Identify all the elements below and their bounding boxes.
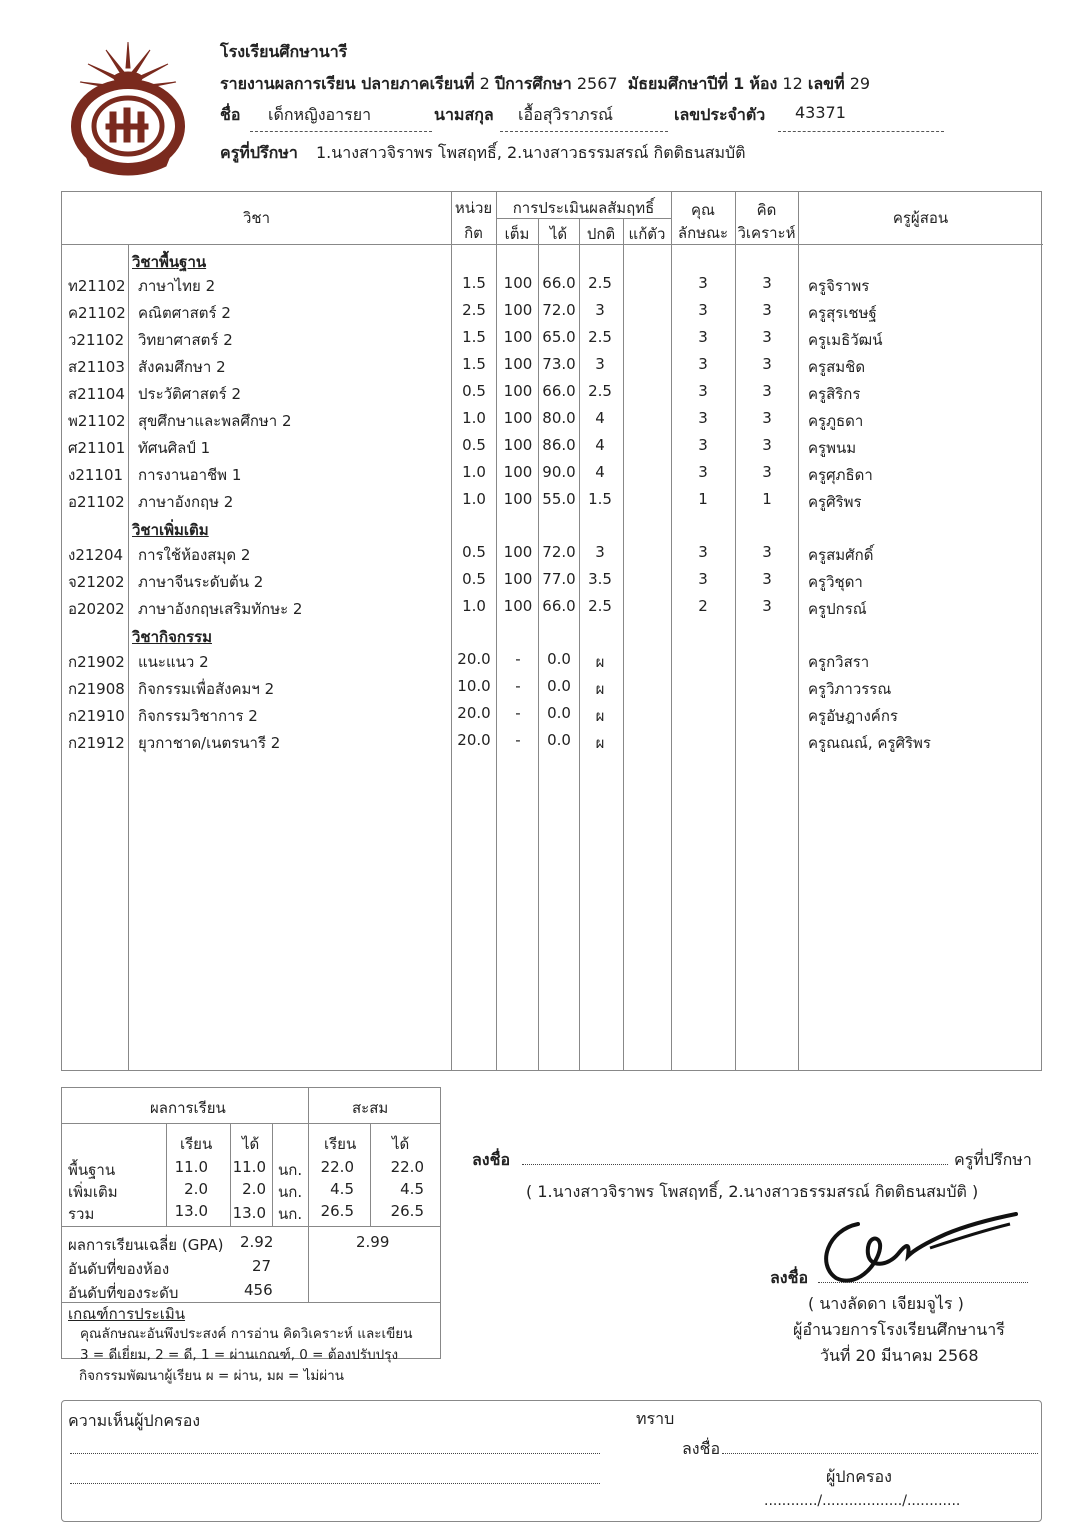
cell-code: ว21102 — [68, 331, 125, 349]
cell-teacher: ครูวิภาวรรณ — [808, 680, 892, 698]
cell-got: 72.0 — [542, 301, 576, 319]
table-row — [62, 650, 1043, 676]
table-row — [62, 328, 1043, 354]
cell-quality: 3 — [698, 409, 708, 427]
cell-name: วิทยาศาสตร์ 2 — [138, 331, 233, 349]
cell-code: ส21103 — [68, 358, 125, 376]
table-row — [62, 570, 1043, 596]
cell-code: ท21102 — [68, 277, 126, 295]
th-quality-2: ลักษณะ — [677, 224, 729, 242]
cell-teacher: ครูกวิสรา — [808, 653, 870, 671]
cell-quality: 3 — [698, 355, 708, 373]
th-fix: แก้ตัว — [628, 225, 666, 243]
cell-grade: 2.5 — [588, 274, 612, 292]
cell-grade: 3 — [595, 355, 605, 373]
advisor-sign-label: ลงชื่อ — [472, 1150, 511, 1169]
cell-teacher: ครูอัษฎางค์กร — [808, 707, 898, 725]
cell-name: สุขศึกษาและพลศึกษา 2 — [138, 412, 292, 430]
cell-full: 100 — [503, 543, 533, 561]
cell-think: 3 — [762, 463, 772, 481]
table-row — [62, 543, 1043, 569]
cell-code: ก21912 — [68, 734, 125, 752]
cell-got: 77.0 — [542, 570, 576, 588]
cell-grade: 1.5 — [588, 490, 612, 508]
cell-full: 100 — [503, 274, 533, 292]
table-row — [62, 704, 1043, 730]
cell-teacher: ครูสมศักดิ์ — [808, 546, 874, 564]
th-teacher: ครูผู้สอน — [892, 209, 949, 227]
parent-opinion-line[interactable] — [70, 1483, 600, 1484]
cell-code: ก21908 — [68, 680, 125, 698]
report-label: รายงานผลการเรียน ปลายภาคเรียนที่ — [220, 74, 475, 93]
cell-credit: 1.5 — [462, 274, 486, 292]
cell-think: 3 — [762, 301, 772, 319]
cell-name: แนะแนว 2 — [138, 653, 209, 671]
cell-code: ง21204 — [68, 546, 124, 564]
no-label: เลขที่ — [807, 74, 845, 93]
cell-credit: 1.5 — [462, 328, 486, 346]
summary-c_got: 4.5 — [400, 1180, 424, 1198]
table-row — [62, 490, 1043, 516]
cell-name: ภาษาอังกฤษ 2 — [138, 493, 234, 511]
cell-quality: 2 — [698, 597, 708, 615]
cell-full: - — [515, 650, 521, 668]
summary-label: รวม — [68, 1205, 95, 1223]
rank-level-label: อันดับที่ของระดับ — [68, 1284, 179, 1302]
advisor-sign-line — [522, 1164, 948, 1165]
summary-study-header: เรียน — [180, 1135, 213, 1153]
summary-c_got: 22.0 — [390, 1158, 424, 1176]
th-credit-1: หน่วย — [454, 199, 493, 217]
cell-code: ส21104 — [68, 385, 125, 403]
cell-code: อ21102 — [68, 493, 125, 511]
cell-full: 100 — [503, 301, 533, 319]
cell-grade: 2.5 — [588, 328, 612, 346]
director-sign-label: ลงชื่อ — [770, 1268, 809, 1287]
cell-think: 3 — [762, 570, 772, 588]
director-role: ผู้อำนวยการโรงเรียนศึกษานารี — [793, 1320, 1005, 1339]
th-normal: ปกติ — [586, 225, 616, 243]
cell-name: สังคมศึกษา 2 — [138, 358, 226, 376]
cell-full: 100 — [503, 436, 533, 454]
cell-teacher: ครูสุรเชษฐ์ — [808, 304, 877, 322]
cell-grade: 4 — [595, 463, 605, 481]
cell-grade: ผ — [595, 653, 605, 671]
criteria-3: กิจกรรมพัฒนาผู้เรียน ผ = ผ่าน, มผ = ไม่ผ่าน — [79, 1368, 344, 1384]
cell-credit: 20.0 — [457, 704, 491, 722]
cell-credit: 2.5 — [462, 301, 486, 319]
table-row — [62, 274, 1043, 300]
cell-full: 100 — [503, 355, 533, 373]
cell-grade: 3.5 — [588, 570, 612, 588]
cell-full: 100 — [503, 570, 533, 588]
cell-quality: 3 — [698, 328, 708, 346]
report-title — [220, 72, 870, 97]
summary-unit: นก. — [278, 1161, 303, 1179]
summary-got-header: ได้ — [242, 1135, 260, 1153]
student-no: 29 — [849, 74, 871, 93]
room: 12 — [782, 74, 803, 93]
advisor-role: ครูที่ปรึกษา — [954, 1150, 1032, 1169]
cell-teacher: ครูสิริกร — [808, 385, 861, 403]
cell-think: 3 — [762, 409, 772, 427]
criteria-title: เกณฑ์การประเมิน — [68, 1305, 186, 1323]
cell-think: 1 — [762, 490, 772, 508]
cell-got: 0.0 — [547, 731, 571, 749]
advisor-names: 1.นางสาวจิราพร โพสฤทธิ์, 2.นางสาวธรรมสรณ์ กิตติธนสมบัติ — [316, 143, 746, 162]
th-think-1: คิด — [756, 201, 777, 219]
cell-code: ค21102 — [68, 304, 126, 322]
summary-c_study: 26.5 — [320, 1202, 354, 1220]
name-dash — [250, 131, 432, 132]
summary-results-label: ผลการเรียน — [150, 1099, 226, 1117]
table-row — [62, 677, 1043, 703]
cell-name: ภาษาอังกฤษเสริมทักษะ 2 — [138, 600, 303, 618]
cell-full: 100 — [503, 409, 533, 427]
summary-unit: นก. — [278, 1183, 303, 1201]
cell-got: 66.0 — [542, 597, 576, 615]
cell-teacher: ครูณณณ์, ครูศิริพร — [808, 734, 931, 752]
summary-c_study: 22.0 — [320, 1158, 354, 1176]
cell-name: ภาษาไทย 2 — [138, 277, 216, 295]
cell-got: 72.0 — [542, 543, 576, 561]
cell-teacher: ครูสมชิด — [808, 358, 866, 376]
student-surname: เอื้อสุวิราภรณ์ — [518, 105, 613, 124]
parent-role: ผู้ปกครอง — [826, 1467, 892, 1486]
school-name: โรงเรียนศึกษานารี — [220, 42, 348, 61]
cell-teacher: ครูศุภธิดา — [808, 466, 873, 484]
student-name: เด็กหญิงอารยา — [268, 105, 372, 124]
cell-grade: 4 — [595, 436, 605, 454]
cell-teacher: ครูวิชุดา — [808, 573, 863, 591]
cell-quality: 3 — [698, 382, 708, 400]
summary-c_study: 4.5 — [330, 1180, 354, 1198]
summary-col-divider — [370, 1123, 371, 1226]
cell-grade: ผ — [595, 734, 605, 752]
cum-gpa-value: 2.99 — [356, 1233, 390, 1251]
summary-divider — [62, 1226, 440, 1227]
summary-box — [61, 1087, 441, 1363]
criteria-1: คุณลักษณะอันพึงประสงค์ การอ่าน คิดวิเคราะห์ และเขียน — [80, 1326, 413, 1342]
cell-got: 66.0 — [542, 382, 576, 400]
cell-code: จ21202 — [68, 573, 125, 591]
cell-name: กิจกรรมเพื่อสังคมฯ 2 — [138, 680, 275, 698]
cell-name: ภาษาจีนระดับต้น 2 — [138, 573, 264, 591]
th-eval: การประเมินผลสัมฤทธิ์ — [512, 199, 655, 217]
cell-think: 3 — [762, 543, 772, 561]
cell-think: 3 — [762, 436, 772, 454]
gpa-label: ผลการเรียนเฉลี่ย (GPA) — [68, 1236, 224, 1254]
th-got: ได้ — [549, 225, 568, 243]
parent-sign-line[interactable] — [722, 1453, 1038, 1454]
summary-got: 2.0 — [242, 1180, 266, 1198]
cell-credit: 0.5 — [462, 436, 486, 454]
cell-think: 3 — [762, 382, 772, 400]
section-additional: วิชาเพิ่มเติม — [132, 521, 209, 539]
parent-sign-label: ลงชื่อ — [682, 1439, 721, 1458]
cell-code: ศ21101 — [68, 439, 126, 457]
cell-full: 100 — [503, 463, 533, 481]
room-label: ห้อง — [749, 74, 778, 93]
advisor-sign-names: ( 1.นางสาวจิราพร โพสฤทธิ์, 2.นางสาวธรรมสรณ์ กิตติธนสมบัติ ) — [526, 1182, 979, 1201]
summary-col-divider — [272, 1123, 273, 1226]
cell-teacher: ครูศิริพร — [808, 493, 862, 511]
cell-name: ทัศนศิลป์ 1 — [138, 439, 211, 457]
grade-label: มัธยมศึกษาปีที่ — [627, 74, 729, 93]
table-row — [62, 597, 1043, 623]
th-credit-2: กิต — [464, 224, 483, 242]
cell-name: การใช้ห้องสมุด 2 — [138, 546, 251, 564]
cell-got: 0.0 — [547, 704, 571, 722]
table-row — [62, 355, 1043, 381]
cell-quality: 3 — [698, 570, 708, 588]
sign-date: วันที่ 20 มีนาคม 2568 — [820, 1346, 979, 1365]
director-name: ( นางลัดดา เจียมจูไร ) — [808, 1294, 964, 1313]
school-logo — [66, 38, 190, 178]
semester: 2 — [479, 74, 490, 93]
cell-full: 100 — [503, 490, 533, 508]
cell-grade: 3 — [595, 543, 605, 561]
parent-box — [61, 1400, 1042, 1522]
cell-teacher: ครูจิราพร — [808, 277, 870, 295]
summary-study: 13.0 — [174, 1202, 208, 1220]
rank-room-label: อันดับที่ของห้อง — [68, 1260, 170, 1278]
cell-code: พ21102 — [68, 412, 126, 430]
director-signature — [810, 1208, 1022, 1288]
cell-full: 100 — [503, 382, 533, 400]
cell-got: 55.0 — [542, 490, 576, 508]
summary-got: 13.0 — [232, 1204, 266, 1222]
cell-think: 3 — [762, 328, 772, 346]
cell-teacher: ครูเมธิวัฒน์ — [808, 331, 883, 349]
table-row — [62, 436, 1043, 462]
id-dash — [778, 131, 944, 132]
cell-credit: 1.0 — [462, 463, 486, 481]
criteria-2: 3 = ดีเยี่ยม, 2 = ดี, 1 = ผ่านเกณฑ์, 0 = ต้องปรับปรุง — [80, 1347, 399, 1363]
cell-grade: 2.5 — [588, 382, 612, 400]
parent-opinion-label: ความเห็นผู้ปกครอง — [68, 1411, 201, 1430]
cell-credit: 0.5 — [462, 543, 486, 561]
cell-credit: 10.0 — [457, 677, 491, 695]
parent-date: ............/................../............ — [764, 1493, 961, 1509]
advisor-label: ครูที่ปรึกษา — [220, 143, 298, 162]
section-activity: วิชากิจกรรม — [132, 628, 212, 646]
table-row — [62, 409, 1043, 435]
table-row — [62, 382, 1043, 408]
cell-full: 100 — [503, 597, 533, 615]
th-think-2: วิเคราะห์ — [737, 224, 796, 242]
cell-grade: 2.5 — [588, 597, 612, 615]
parent-ack-label: ทราบ — [636, 1409, 675, 1428]
cell-name: การงานอาชีพ 1 — [138, 466, 242, 484]
cell-code: ก21902 — [68, 653, 125, 671]
cell-grade: 3 — [595, 301, 605, 319]
cell-quality: 3 — [698, 274, 708, 292]
cell-grade: ผ — [595, 680, 605, 698]
th-full: เต็ม — [504, 225, 530, 243]
name-label: ชื่อ — [220, 105, 241, 124]
cell-teacher: ครูปกรณ์ — [808, 600, 867, 618]
cell-name: ยุวกาชาด/เนตรนารี 2 — [138, 734, 281, 752]
cell-code: ก21910 — [68, 707, 125, 725]
cell-full: - — [515, 704, 521, 722]
surname-dash — [500, 131, 668, 132]
id-label: เลขประจำตัว — [674, 105, 766, 124]
summary-got: 11.0 — [232, 1158, 266, 1176]
cell-got: 0.0 — [547, 677, 571, 695]
table-row — [62, 731, 1043, 757]
cell-think: 3 — [762, 597, 772, 615]
summary-label: เพิ่มเติม — [68, 1183, 118, 1201]
summary-cumulative-label: สะสม — [352, 1099, 389, 1117]
cell-full: - — [515, 677, 521, 695]
parent-opinion-line[interactable] — [70, 1453, 600, 1454]
th-subject: วิชา — [242, 209, 271, 227]
cell-got: 90.0 — [542, 463, 576, 481]
summary-study: 11.0 — [174, 1158, 208, 1176]
cell-teacher: ครูภูธดา — [808, 412, 864, 430]
cell-code: อ20202 — [68, 600, 125, 618]
summary-cum-got-header: ได้ — [392, 1135, 410, 1153]
cell-quality: 3 — [698, 436, 708, 454]
grades-table — [61, 191, 1042, 1071]
rank-level-value: 456 — [244, 1281, 273, 1299]
rank-room-value: 27 — [252, 1257, 272, 1275]
summary-unit: นก. — [278, 1205, 303, 1223]
cell-name: คณิตศาสตร์ 2 — [138, 304, 231, 322]
summary-divider — [62, 1123, 440, 1124]
cell-think: 3 — [762, 274, 772, 292]
cell-got: 80.0 — [542, 409, 576, 427]
cell-credit: 0.5 — [462, 570, 486, 588]
cell-name: ประวัติศาสตร์ 2 — [138, 385, 242, 403]
table-row — [62, 301, 1043, 327]
cell-credit: 1.0 — [462, 597, 486, 615]
cell-quality: 3 — [698, 543, 708, 561]
gpa-value: 2.92 — [240, 1233, 274, 1251]
cell-quality: 1 — [698, 490, 708, 508]
cell-quality: 3 — [698, 463, 708, 481]
grade: 1 — [733, 74, 745, 93]
cell-got: 86.0 — [542, 436, 576, 454]
cell-credit: 1.0 — [462, 409, 486, 427]
cell-got: 73.0 — [542, 355, 576, 373]
cell-quality: 3 — [698, 301, 708, 319]
cell-got: 66.0 — [542, 274, 576, 292]
section-basic: วิชาพื้นฐาน — [132, 253, 207, 271]
cell-credit: 1.0 — [462, 490, 486, 508]
cell-teacher: ครูพนม — [808, 439, 857, 457]
cell-code: ง21101 — [68, 466, 124, 484]
cell-credit: 0.5 — [462, 382, 486, 400]
cell-got: 65.0 — [542, 328, 576, 346]
th-quality-1: คุณ — [691, 201, 715, 219]
student-id: 43371 — [795, 103, 846, 122]
year: 2567 — [576, 74, 618, 93]
summary-label: พื้นฐาน — [68, 1161, 116, 1179]
summary-study: 2.0 — [184, 1180, 208, 1198]
cell-grade: ผ — [595, 707, 605, 725]
cell-credit: 1.5 — [462, 355, 486, 373]
summary-c_got: 26.5 — [390, 1202, 424, 1220]
cell-name: กิจกรรมวิชาการ 2 — [138, 707, 258, 725]
summary-cum-study-header: เรียน — [324, 1135, 357, 1153]
cell-grade: 4 — [595, 409, 605, 427]
surname-label: นามสกุล — [434, 105, 494, 124]
cell-full: - — [515, 731, 521, 749]
director-sign-line — [818, 1282, 1028, 1283]
cell-credit: 20.0 — [457, 731, 491, 749]
table-row — [62, 463, 1043, 489]
cell-full: 100 — [503, 328, 533, 346]
cell-got: 0.0 — [547, 650, 571, 668]
cell-credit: 20.0 — [457, 650, 491, 668]
cell-think: 3 — [762, 355, 772, 373]
year-label: ปีการศึกษา — [494, 74, 572, 93]
